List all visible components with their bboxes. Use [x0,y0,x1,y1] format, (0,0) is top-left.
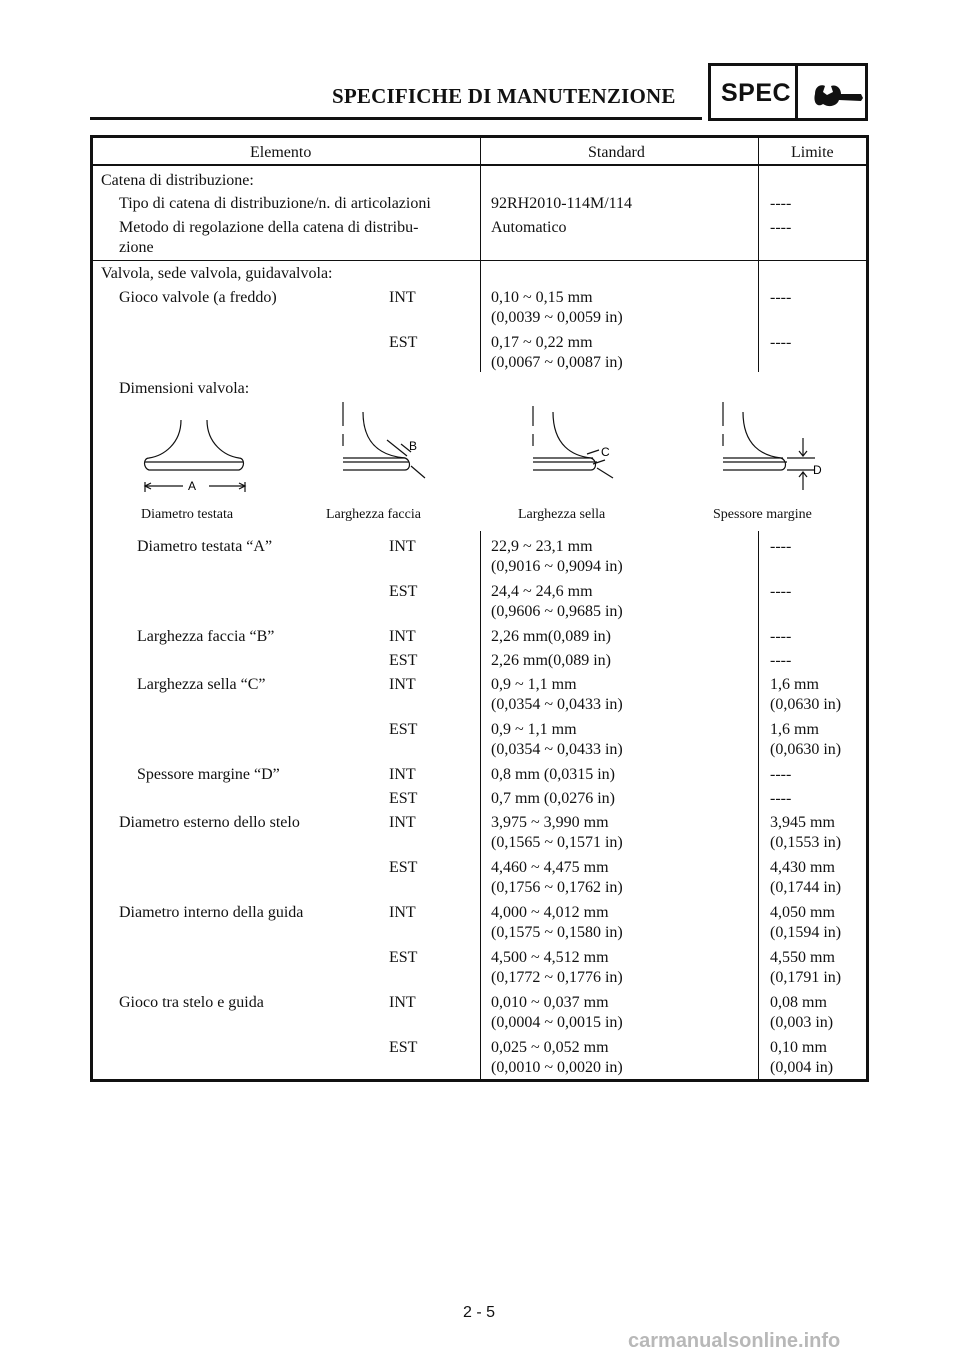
row-standard: (0,0354 ~ 0,0433 in) [491,741,623,758]
row-limit: 0,08 mm [770,994,827,1011]
row-standard: 3,975 ~ 3,990 mm [491,814,609,831]
row-limit: 4,430 mm [770,859,835,876]
row-limit: (0,003 in) [770,1014,834,1031]
row-tag: INT [389,904,416,921]
row-standard: 0,010 ~ 0,037 mm [491,994,609,1011]
row-tag: EST [389,859,418,876]
row-tag: INT [389,538,416,555]
row-tag: EST [389,790,418,807]
row-limit: ---- [770,583,792,600]
row-standard: 24,4 ~ 24,6 mm [491,583,593,600]
row-standard: 0,025 ~ 0,052 mm [491,1039,609,1056]
row-standard: (0,1772 ~ 0,1776 in) [491,969,623,986]
row-limit: ---- [770,538,792,555]
row-limit: 3,945 mm [770,814,835,831]
row-label: Dimensioni valvola: [119,380,250,397]
diagram-letter-b: B [409,439,418,453]
column-divider [480,166,481,372]
spec-table [90,135,869,1082]
row-limit: (0,0630 in) [770,696,842,713]
diagram-caption: Diametro testata [141,507,234,522]
row-limit: ---- [770,334,792,351]
row-standard: (0,1756 ~ 0,1762 in) [491,879,623,896]
row-tag: EST [389,949,418,966]
row-limit: (0,1594 in) [770,924,842,941]
column-divider [758,138,759,166]
row-standard: 0,9 ~ 1,1 mm [491,676,577,693]
section-heading: Valvola, sede valvola, guidavalvola: [101,265,333,282]
row-limit: ---- [770,628,792,645]
page-title: SPECIFICHE DI MANUTENZIONE [332,84,676,108]
row-label: Diametro testata “A” [137,538,273,555]
valve-diagram [93,396,866,516]
row-standard: (0,9606 ~ 0,9685 in) [491,603,623,620]
row-standard: 2,26 mm(0,089 in) [491,652,611,669]
valve-seat-width-drawing [533,406,613,478]
column-divider [758,166,759,372]
row-standard: (0,1565 ~ 0,1571 in) [491,834,623,851]
row-standard: 4,000 ~ 4,012 mm [491,904,609,921]
row-tag: INT [389,766,416,783]
diagram-letter-a: A [188,479,197,493]
wrench-icon [809,78,865,110]
row-standard: (0,0004 ~ 0,0015 in) [491,1014,623,1031]
row-limit: ---- [770,219,792,236]
row-label: Larghezza sella “C” [137,676,266,693]
row-standard: 0,17 ~ 0,22 mm [491,334,593,351]
row-limit: (0,004 in) [770,1059,834,1076]
row-limit: 1,6 mm [770,676,819,693]
diagram-letter-d: D [813,463,822,477]
row-standard: 4,500 ~ 4,512 mm [491,949,609,966]
row-label: Gioco tra stelo e guida [119,994,264,1011]
row-label: Spessore margine “D” [137,766,280,783]
row-standard: 2,26 mm(0,089 in) [491,628,611,645]
row-limit: 1,6 mm [770,721,819,738]
row-limit: (0,1791 in) [770,969,842,986]
row-tag: EST [389,583,418,600]
row-standard: 4,460 ~ 4,475 mm [491,859,609,876]
row-standard: (0,0039 ~ 0,0059 in) [491,309,623,326]
column-divider [480,531,481,1082]
row-tag: INT [389,814,416,831]
row-tag: INT [389,994,416,1011]
row-limit: 4,550 mm [770,949,835,966]
row-standard: 0,8 mm (0,0315 in) [491,766,615,783]
row-tag: EST [389,334,418,351]
diagram-caption: Spessore margine [713,507,812,522]
row-limit: ---- [770,289,792,306]
row-label: Diametro interno della guida [119,904,304,921]
column-divider [758,531,759,1082]
spec-badge-label: SPEC [721,79,792,107]
row-standard: 22,9 ~ 23,1 mm [491,538,593,555]
section-heading: Catena di distribuzione: [101,172,254,189]
row-limit: ---- [770,195,792,212]
row-standard: (0,0067 ~ 0,0087 in) [491,354,623,371]
row-limit: (0,0630 in) [770,741,842,758]
row-limit: ---- [770,766,792,783]
title-rule [90,117,702,120]
row-limit: (0,1553 in) [770,834,842,851]
row-label: Tipo di catena di distribuzione/n. di articolazioni [119,195,431,212]
row-label: Metodo di regolazione della catena di distribu- [119,219,419,236]
row-tag: EST [389,721,418,738]
row-tag: EST [389,1039,418,1056]
row-standard: (0,1575 ~ 0,1580 in) [491,924,623,941]
column-divider [480,138,481,166]
diagram-letter-c: C [601,445,610,459]
row-limit: (0,1744 in) [770,879,842,896]
row-label: Diametro esterno dello stelo [119,814,300,831]
row-limit: ---- [770,652,792,669]
row-limit: 0,10 mm [770,1039,827,1056]
row-standard: Automatico [491,219,567,236]
row-limit: ---- [770,790,792,807]
column-header-limite: Limite [791,144,834,161]
watermark: carmanualsonline.info [628,1330,841,1352]
row-standard: (0,9016 ~ 0,9094 in) [491,558,623,575]
row-label-continued: zione [119,239,154,256]
row-label: Larghezza faccia “B” [137,628,275,645]
row-label: Gioco valvole (a freddo) [119,289,277,306]
column-header-elemento: Elemento [250,144,312,161]
section-divider [93,260,866,261]
row-standard: 92RH2010-114M/114 [491,195,633,212]
valve-margin-thickness-drawing [723,402,815,490]
row-standard: 0,7 mm (0,0276 in) [491,790,615,807]
row-standard: (0,0354 ~ 0,0433 in) [491,696,623,713]
row-tag: INT [389,676,416,693]
row-tag: EST [389,652,418,669]
row-standard: (0,0010 ~ 0,0020 in) [491,1059,623,1076]
column-header-standard: Standard [588,144,645,161]
badge-divider [795,66,798,118]
diagram-caption: Larghezza faccia [326,507,421,522]
row-tag: INT [389,628,416,645]
spec-badge [708,63,868,121]
row-standard: 0,9 ~ 1,1 mm [491,721,577,738]
row-tag: INT [389,289,416,306]
diagram-caption: Larghezza sella [518,507,606,522]
page-number: 2 - 5 [463,1304,496,1321]
row-standard: 0,10 ~ 0,15 mm [491,289,593,306]
row-limit: 4,050 mm [770,904,835,921]
